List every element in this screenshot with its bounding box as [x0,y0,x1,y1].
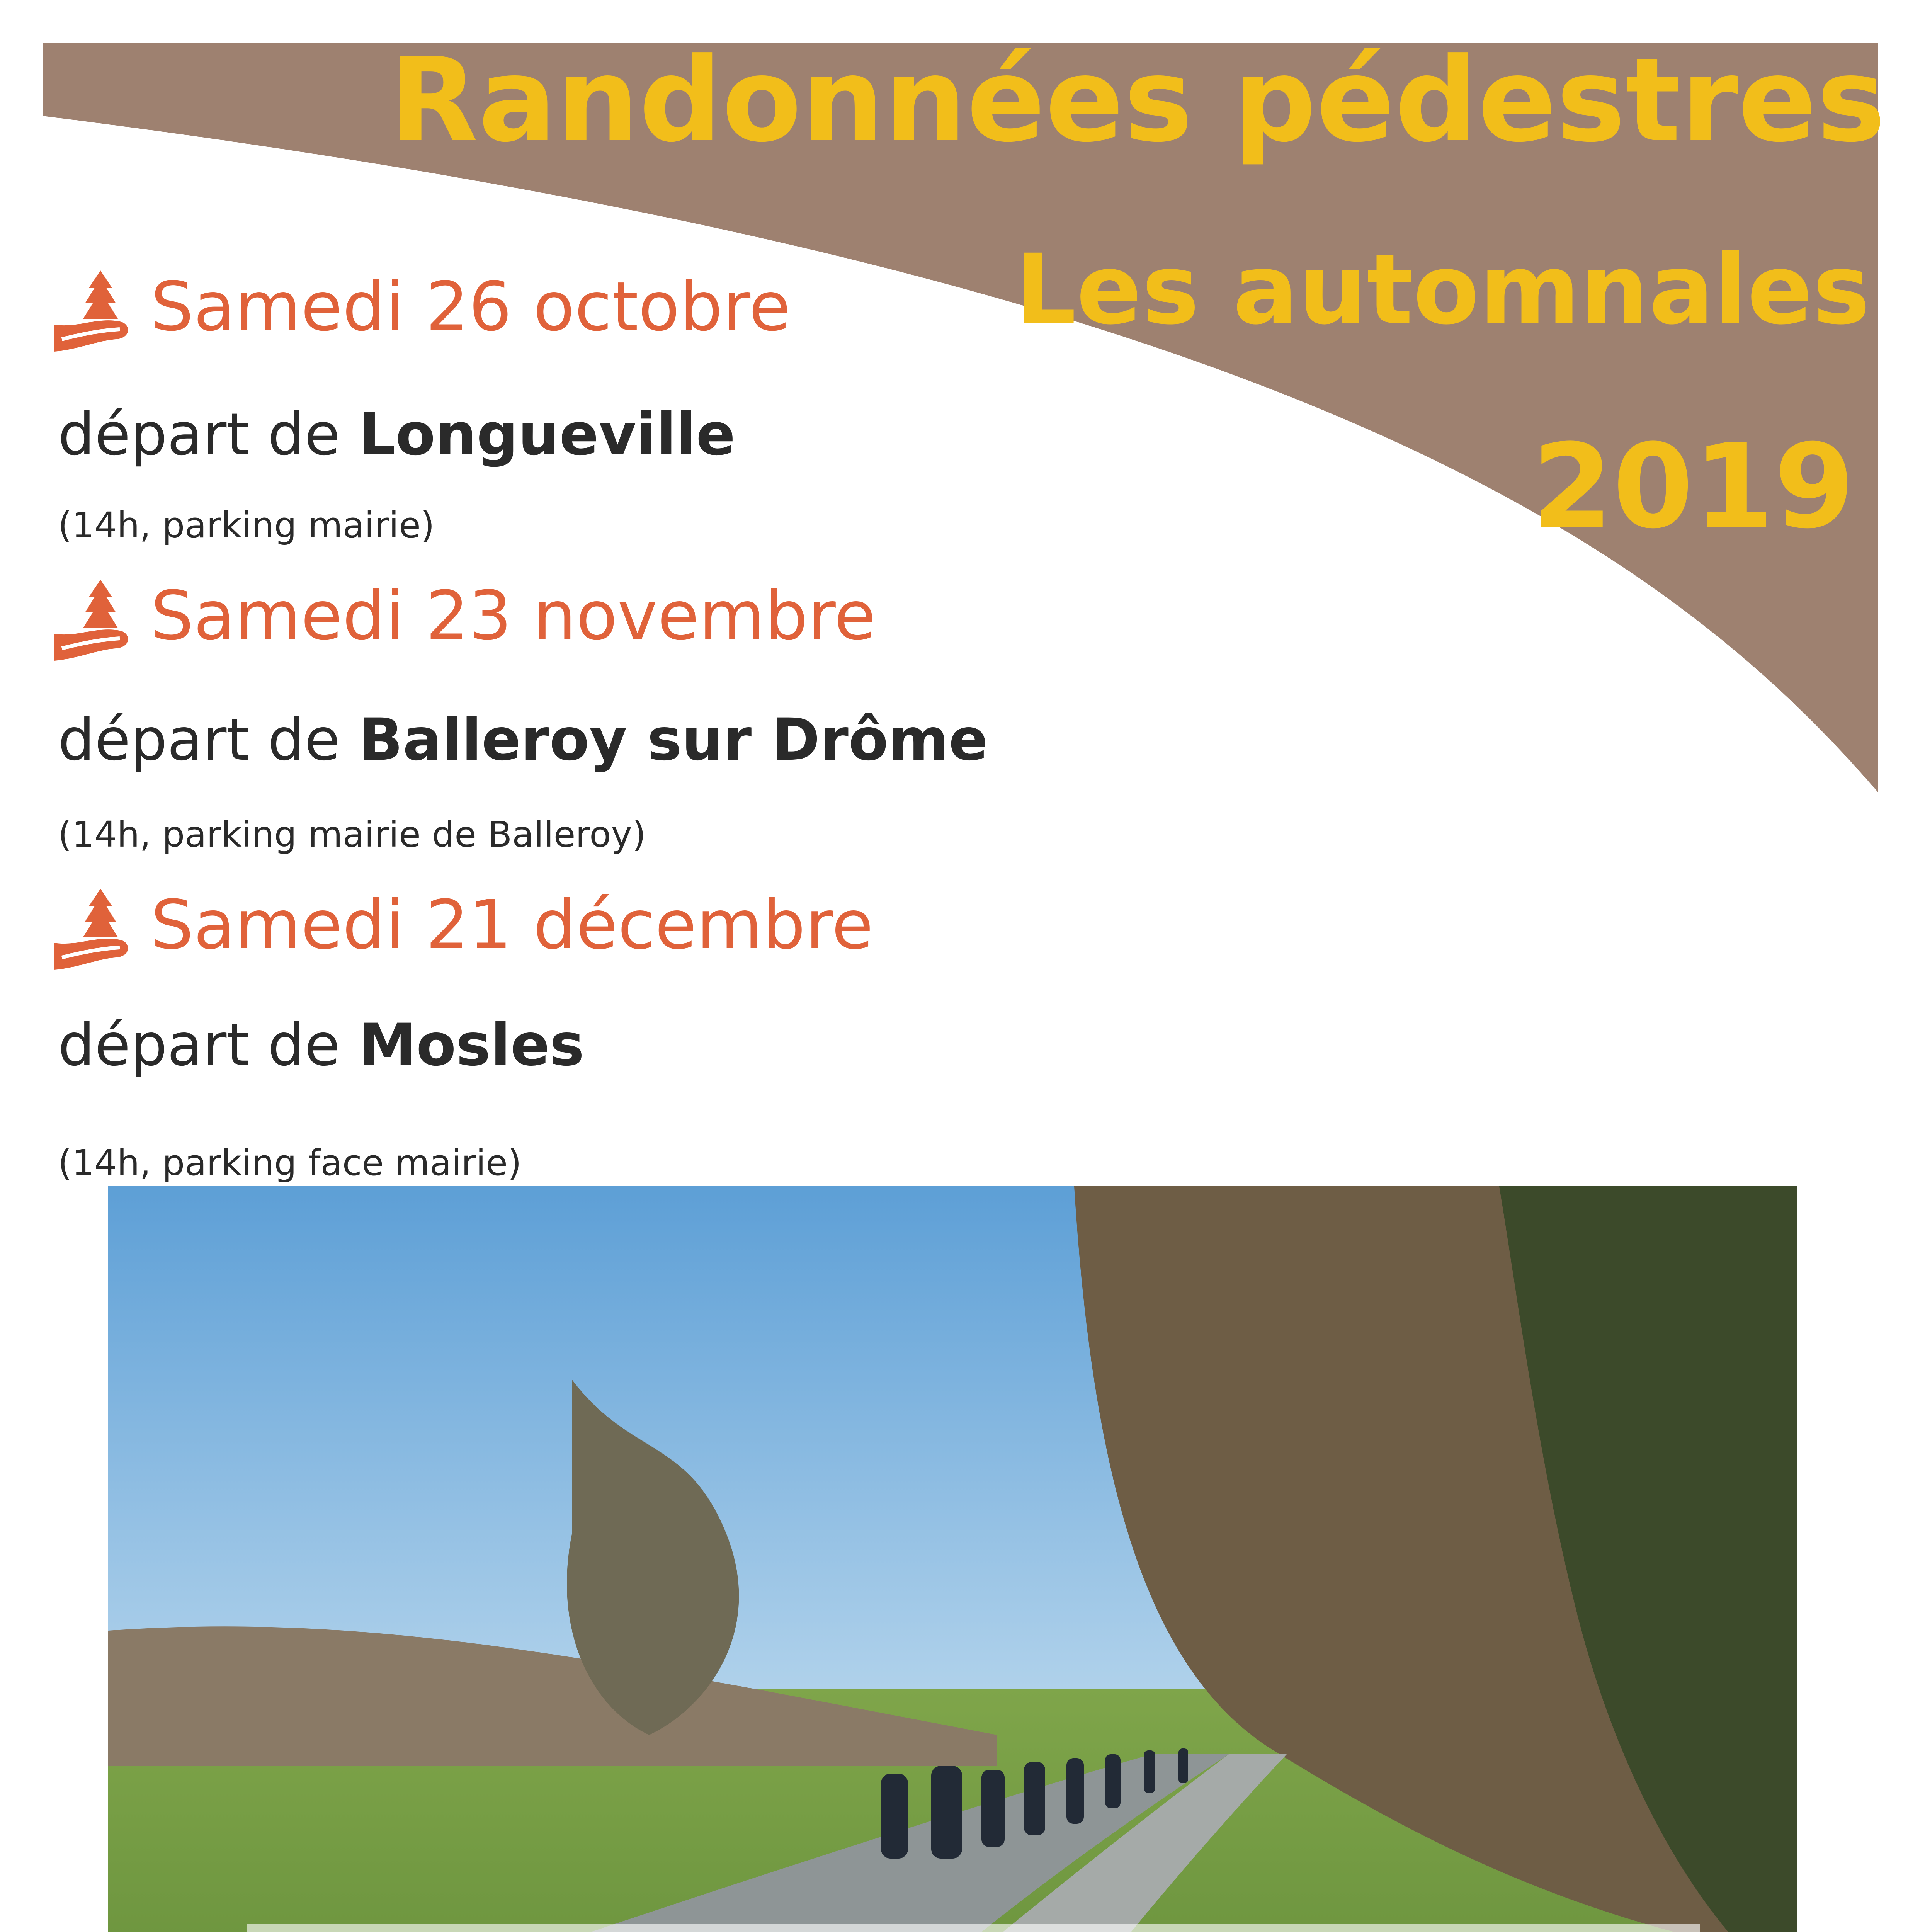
event-departure [58,1009,584,1082]
event-note: (14h, parking face mairie) [58,1142,522,1184]
event-date: Samedi 21 décembre [151,886,874,964]
departure-prefix: départ de [58,706,340,774]
departure-place: Mosles [359,1012,585,1079]
departure-prefix: départ de [58,1012,340,1079]
hikers-photo-illustration [108,1186,1797,1932]
departure-place: Balleroy sur Drôme [359,706,988,774]
hikers-photo [108,1186,1797,1932]
event-date: Samedi 23 novembre [151,577,876,655]
departure-place: Longueville [359,401,736,468]
event-note: (14h, parking mairie de Balleroy) [58,814,646,855]
tree-path-icon [54,270,131,352]
event-note: (14h, parking mairie) [58,505,435,546]
event-departure [58,398,735,471]
poster-year: 2019 [1532,419,1855,554]
departure-prefix: départ de [58,401,340,468]
tree-path-icon [54,580,131,661]
hike-info-box [247,1924,1700,1932]
event-departure [58,703,988,777]
tree-path-icon [54,889,131,970]
event-date: Samedi 26 octobre [151,268,791,346]
poster-subtitle: Les automnales [1015,233,1870,346]
poster-title: Randonnées pédestres [389,33,1886,168]
